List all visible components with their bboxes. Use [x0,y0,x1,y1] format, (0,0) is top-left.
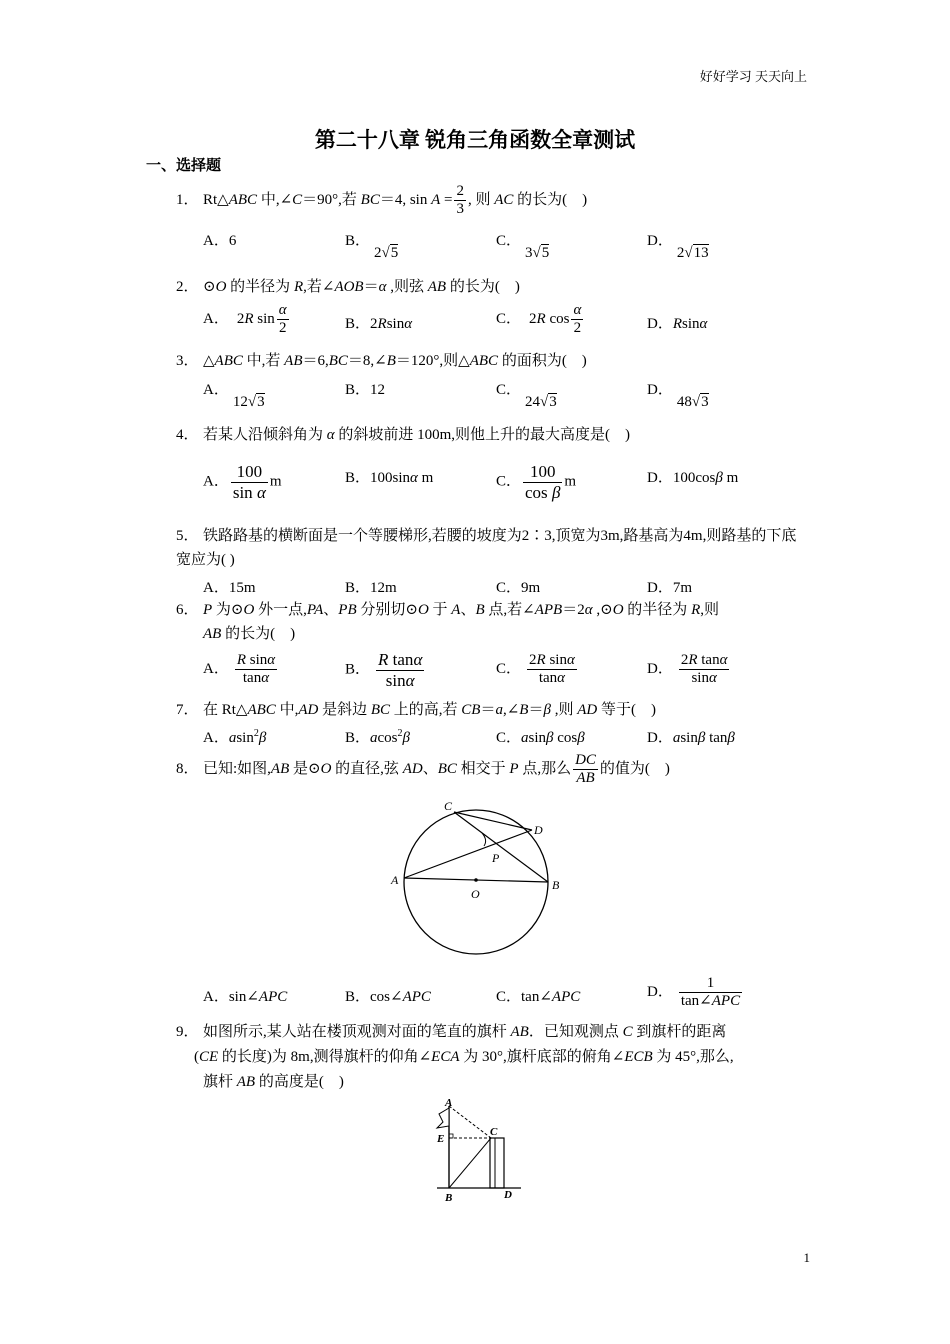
circle-figure [380,790,580,962]
question-8: 8． 已知:如图,AB 是⊙O 的直径,弦 AD、BC 相交于 P 点,那么 $\frac{DC}{AB}$ 的值为( ) [176,752,670,787]
question-4: 4． 若某人沿倾斜角为 α 的斜坡前进 100m,则他上升的最大高度是( ) [176,427,631,443]
q2-option-c: C． 2R cos $\frac{\alpha}{2}$ [496,302,582,337]
page-number: 1 [803,1250,810,1265]
q1-option-b: B．2√5 [345,233,399,261]
label-b: B [552,878,560,892]
label-c: C [444,799,453,813]
question-1: 1． Rt△ABC 中,∠C＝90°,若 BC＝4, sin A = $\frac{2}{3}$ , 则 AC 的长为( ) [176,183,588,218]
q8-option-b: B．cos∠APC [345,989,431,1005]
q4-option-b: B．100sinα m [345,470,434,486]
q7-option-d: D．asinβ tanβ [647,730,735,746]
question-7: 7． 在 Rt△ABC 中,AD 是斜边 BC 上的高,若 CB＝a,∠B＝β ,则 AD 等于( ) [176,702,656,718]
q3-option-b: B．12 [345,382,386,398]
q2-option-d: D．Rsinα [647,316,708,332]
label-d: D [534,823,543,837]
label-a: A [391,873,399,887]
section-heading: 一、选择题 [146,158,222,174]
q6-option-d: D． $\frac{\text{2R tanα}}{\sin\alpha}$ [647,652,728,687]
q4-option-a: A． $\frac{100}{\text{sin α}}$ m [203,462,282,502]
line-ca [449,1106,491,1138]
q6-option-b: B． $\frac{\text{R tanα}}{\sin\alpha}$ [345,650,423,690]
question-2: 2． ⊙O 的半径为 R,若∠AOB＝α ,则弦 AB 的长为( ) [176,279,520,295]
q7-option-a: A．asin$^2$β [203,728,267,746]
q8-option-d: D． $\frac{1}{\text{tan∠APC}}$ [647,975,741,1010]
q1-option-d: D．2√13 [647,233,709,261]
label-c: C [490,1126,498,1138]
q6-option-c: C． $\frac{\text{2R sinα}}{\tan\alpha}$ [496,652,575,687]
question-5: 5． 铁路路基的横断面是一个等腰梯形,若腰的坡度为2∶3,顶宽为3m,路基高为4m,则路基的下底宽应为( ) [176,528,797,568]
q7-option-c: C．asinβ cosβ [496,730,585,746]
q2-option-b: B．2Rsinα [345,316,413,332]
q6-option-a: A． $\frac{\text{R sinα}}{\tan\alpha}$ [203,652,276,687]
chord-ad [404,830,532,878]
q5-option-d: D．7m [647,580,693,596]
question-9: 9． 如图所示,某人站在楼顶观测对面的笔直的旗杆 AB．已知观测点 C 到旗杆的距离 (CE 的长度)为 8m,测得旗杆的仰角∠ECA 为 30°,旗杆底部的俯角∠ECB 为 45°,那么, 旗杆 AB 的高度是( ) [176,1024,734,1090]
q2-option-a: A． 2R sin $\frac{\alpha}{2}$ [203,302,287,337]
flag [437,1108,449,1128]
q3-option-d: D．48√3 [647,382,709,410]
q3-option-c: C．24√3 [496,382,557,410]
label-p: P [492,851,500,865]
page-header: 好好学习 天天向上 [699,69,807,84]
q4-option-c: C． $\frac{100}{\text{cos β}}$ m [496,462,577,502]
q5-option-c: C．9m [496,580,541,596]
q3-option-a: A．12√3 [203,382,265,410]
q7-option-b: B．acos$^2$β [345,728,410,746]
flagpole-figure [425,1092,535,1204]
label-e: E [437,1133,445,1145]
label-b: B [445,1192,453,1204]
question-3: 3． △ABC 中,若 AB＝6,BC＝8,∠B＝120°,则△ABC 的面积为( ) [176,353,587,369]
q5-option-a: A．15m [203,580,256,596]
q4-option-d: D．100cosβ m [647,470,739,486]
label-o: O [471,887,480,901]
center-point [474,878,478,882]
q1-option-c: C．3√5 [496,233,550,261]
q8-option-a: A．sin∠APC [203,989,288,1005]
q1-option-a: A．6 [203,233,237,249]
line-cb [449,1138,491,1188]
label-d: D [504,1189,512,1201]
page-title: 第二十八章 锐角三角函数全章测试 [314,128,636,152]
building [490,1138,504,1188]
q5-option-b: B．12m [345,580,397,596]
label-a: A [445,1097,453,1109]
question-6: 6． P 为⊙O 外一点,PA、PB 分别切⊙O 于 A、B 点,若∠APB＝2α ,⊙O 的半径为 R,则 AB 的长为( ) [176,602,719,642]
q8-option-c: C．tan∠APC [496,989,581,1005]
